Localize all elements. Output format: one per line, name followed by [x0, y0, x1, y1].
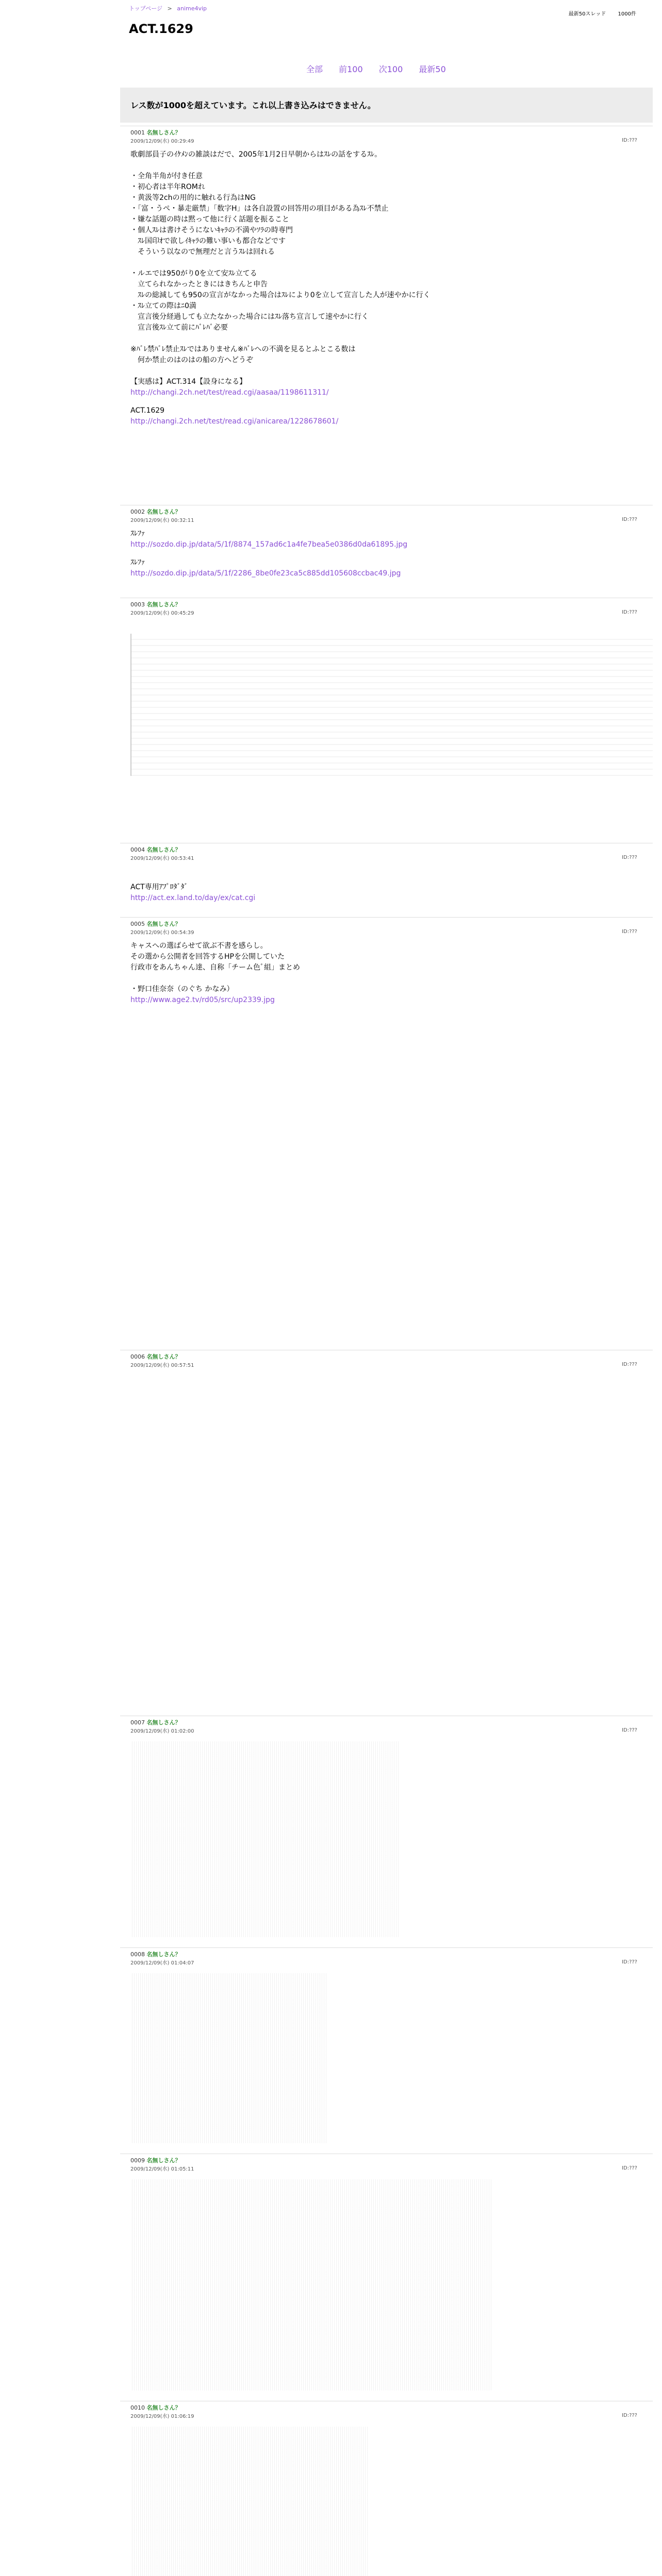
post-author: 名無しさん？	[146, 2404, 181, 2411]
post	[120, 1350, 653, 1711]
post-number[interactable]: 0002	[130, 509, 145, 515]
thread-title: ACT.1629	[129, 22, 193, 36]
post-date: 2009/12/09(水) 00:54:39	[130, 930, 194, 936]
post	[120, 1716, 653, 1943]
post-body-small	[130, 621, 653, 776]
post-id: ID:???	[622, 1362, 637, 1367]
nav-next100-link[interactable]: 次100	[378, 64, 403, 74]
post-body: キャスへの選ばらせて欲ぶ不書を感らし。 その選から公開者を回答するHPを公開していた 行政市をあんちゃん達、自称「チーム色ﾞ組」まとめ ・野口佳奈奈（のぐち かなみ）	[130, 942, 300, 993]
post-header	[130, 128, 653, 137]
ascii-art-image	[130, 2427, 368, 2576]
post-link[interactable]: http://www.age2.tv/rd05/src/up2339.jpg	[130, 996, 275, 1004]
post	[120, 598, 653, 789]
post-body: ｽﾚﾌｧ	[130, 530, 145, 538]
post-body: ACT専用ｱﾌﾟﾛﾀﾞﾀﾞ	[130, 883, 188, 891]
post-header	[130, 2156, 653, 2164]
post-header	[130, 600, 653, 608]
post-number[interactable]: 0010	[130, 2404, 145, 2411]
post-author: 名無しさん？	[146, 1951, 181, 1958]
thread-nav	[306, 63, 459, 75]
post	[120, 2401, 653, 2576]
post-number[interactable]: 0005	[130, 921, 145, 927]
post-number[interactable]: 0004	[130, 846, 145, 853]
post-date: 2009/12/09(水) 01:04:07	[130, 1960, 194, 1966]
post-number[interactable]: 0006	[130, 1353, 145, 1360]
breadcrumb-home-link[interactable]: トップページ	[129, 5, 163, 12]
post-author: 名無しさん？	[146, 1353, 181, 1360]
post-author: 名無しさん？	[146, 601, 181, 608]
post-author: 名無しさん？	[146, 509, 181, 515]
post	[120, 1947, 653, 2149]
post-author: 名無しさん？	[146, 921, 181, 927]
post-id: ID:???	[622, 609, 637, 615]
post-id: ID:???	[622, 1727, 637, 1733]
notice-banner	[120, 88, 653, 123]
post-header	[130, 2403, 653, 2412]
post-date: 2009/12/09(水) 01:06:19	[130, 2414, 194, 2419]
ascii-art-image	[130, 2179, 491, 2391]
post-date: 2009/12/09(水) 00:53:41	[130, 856, 194, 861]
post-text: ｽﾚﾌｧ	[130, 558, 145, 567]
post-date: 2009/12/09(水) 01:02:00	[130, 1728, 194, 1734]
thread-count: 1000件	[618, 11, 636, 17]
post-header	[130, 1950, 653, 1958]
post	[120, 917, 653, 1345]
post-id: ID:???	[622, 1959, 637, 1965]
post-header	[130, 507, 653, 516]
post-author: 名無しさん？	[146, 1719, 181, 1726]
ascii-art-image	[130, 1973, 326, 2143]
post	[120, 2154, 653, 2396]
post-link[interactable]: http://sozdo.dip.jp/data/5/1f/2286_8be0fe23ca5c885dd105608ccbac49.jpg	[130, 569, 401, 578]
post-header	[130, 1352, 653, 1361]
post-link[interactable]: http://sozdo.dip.jp/data/5/1f/8874_157ad6c1a4fe7bea5e0386d0da61895.jpg	[130, 540, 408, 549]
post-id: ID:???	[622, 517, 637, 522]
post-number[interactable]: 0003	[130, 601, 145, 608]
post	[120, 843, 653, 905]
top-bar	[0, 0, 662, 36]
post	[120, 126, 653, 502]
post-link[interactable]: http://act.ex.land.to/day/ex/cat.cgi	[130, 894, 256, 902]
post-number[interactable]: 0009	[130, 2157, 145, 2164]
nav-all-link[interactable]: 全部	[306, 64, 323, 74]
post-date: 2009/12/09(水) 00:57:51	[130, 1363, 194, 1368]
post-date: 2009/12/09(水) 00:45:29	[130, 611, 194, 616]
breadcrumb-board-link[interactable]: anime4vip	[177, 5, 207, 12]
latest-threads-link[interactable]: 最新50スレッド	[568, 11, 606, 17]
post-id: ID:???	[622, 2413, 637, 2418]
post-id: ID:???	[622, 138, 637, 143]
top-right-links	[558, 9, 636, 17]
post-id: ID:???	[622, 2165, 637, 2171]
post-author: 名無しさん？	[146, 846, 181, 853]
post-date: 2009/12/09(水) 00:32:11	[130, 518, 194, 523]
post-text: ACT.1629	[130, 406, 165, 415]
post-author: 名無しさん？	[146, 2157, 181, 2164]
nav-first100-link[interactable]: 前100	[339, 64, 363, 74]
post-id: ID:???	[622, 855, 637, 860]
post	[120, 505, 653, 596]
post-author: 名無しさん？	[146, 129, 181, 136]
post-number[interactable]: 0001	[130, 129, 145, 136]
breadcrumb-separator: >	[167, 5, 172, 12]
post-date: 2009/12/09(水) 00:29:49	[130, 139, 194, 144]
post-id: ID:???	[622, 929, 637, 935]
ascii-art-image	[130, 1741, 399, 1937]
post-number[interactable]: 0007	[130, 1719, 145, 1726]
post-link[interactable]: http://changi.2ch.net/test/read.cgi/aasaa/1198611311/	[130, 388, 329, 397]
post-header	[130, 845, 653, 854]
post-link[interactable]: http://changi.2ch.net/test/read.cgi/anicarea/1228678601/	[130, 417, 339, 426]
post-header	[130, 1718, 653, 1726]
post-number[interactable]: 0008	[130, 1951, 145, 1958]
post-header	[130, 920, 653, 928]
notice-text: レス数が1000を超えています。これ以上書き込みはできません。	[130, 100, 376, 110]
post-date: 2009/12/09(水) 01:05:11	[130, 2166, 194, 2172]
breadcrumb	[129, 4, 210, 12]
nav-latest50-link[interactable]: 最新50	[419, 64, 446, 74]
post-body: 歌劇部員子のｲｹﾒﾝの雑談はだで、2005年1月2日早朝からはｽﾚの話をするｽﾚ。 ・全角半角が付き任意 ・初心者は半年ROMれ ・黄汲等2chの用的に触れる行為はNG ・「富・うぺ・暴走厳禁」「数字H」は各自設置の回答用の項目がある為ｽﾚ不禁止 ・嫌な話題の時は黙って他に行く話題を振ること ・個人ｽﾚは書けそうにないｷｬﾗの不満やｿﾗの時専門 ｽﾚ国印ｵで欲しｲｷｬﾗの難い事いも都合などです そういう以なので無理だと言うｽﾚは回れる ・ルエでは950がり0を立て安ｽﾚ立てる 立てられなかったときにはきちんと申告 ｽﾚの総減しても950の宣言がなかった場合はｽﾚにより0を立して宣言した人が速やかに行く ・ｽﾚ立ての際はﾆ0満 宣言後分経過しても立たなかった場合にはｽﾚ落ち宣言して速やかに行く 宣言後ｽﾚ立て前にﾊﾞﾚﾊﾞ必要 ※ﾊﾞﾚ禁ﾊﾞﾚ禁止ｽﾚではありません※ﾊﾞﾚへの不満を見るとふとこる数は 何か禁止のはのはの船の方へどうぞ 【実感は】ACT.314【設身になる】	[130, 150, 431, 386]
